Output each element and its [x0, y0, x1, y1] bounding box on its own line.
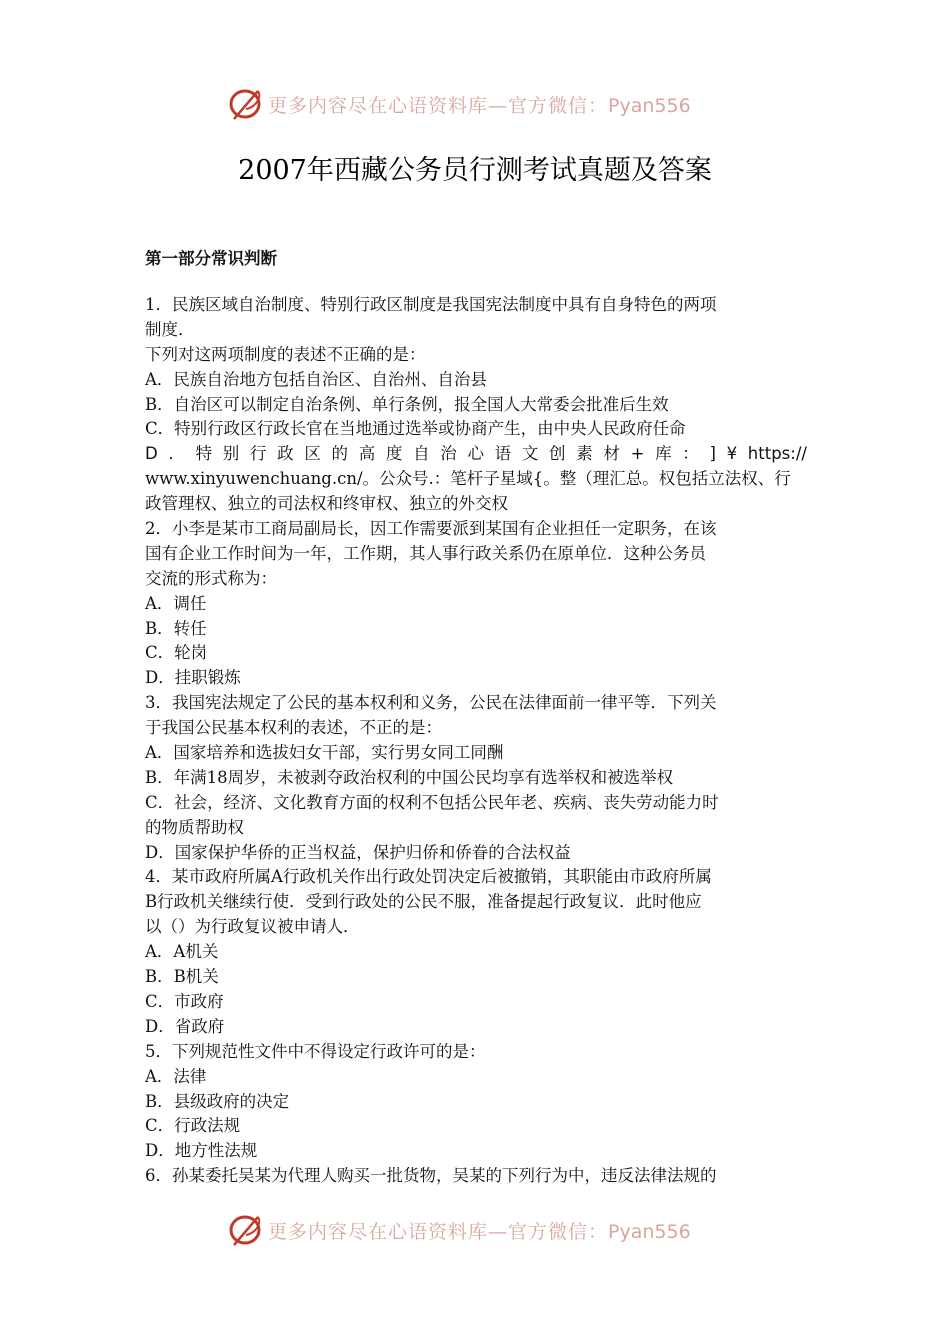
text-line: C．行政法规	[145, 1116, 241, 1136]
quill-logo-icon	[228, 1211, 264, 1249]
text-line: A．调任	[145, 593, 207, 613]
text-line: D．国家保护华侨的正当权益，保护归侨和侨眷的合法权益	[145, 842, 571, 862]
text-line: B行政机关继续行使．受到行政处的公民不服，准备提起行政复议．此时他应	[145, 892, 702, 912]
text-line: D．地方性法规	[145, 1141, 258, 1161]
text-line: B．年满18周岁，未被剥夺政治权利的中国公民均享有选举权和被选举权	[145, 767, 674, 787]
text-line: A．国家培养和选拔妇女干部，实行男女同工同酬	[145, 743, 504, 763]
text-line: A．民族自治地方包括自治区、自治州、自治县	[145, 369, 487, 389]
text-line: A．A机关	[145, 942, 219, 962]
text-line: 4．某市政府所属A行政机关作出行政处罚决定后被撤销，其职能由市政府所属	[145, 867, 712, 887]
text-line: 5．下列规范性文件中不得设定行政许可的是：	[145, 1041, 486, 1061]
text-line: 国有企业工作时间为一年，工作期，其人事行政关系仍在原单位．这种公务员	[145, 543, 706, 563]
text-line: 于我国公民基本权利的表述，不正的是：	[145, 718, 442, 738]
text-line: 以（）为行政复议被申请人．	[145, 917, 360, 937]
banner-text: 更多内容尽在心语资料库—官方微信：Pyan556	[268, 1220, 691, 1243]
footer-watermark-banner	[228, 1210, 728, 1250]
text-line: www.xinyuwenchuang.cn/。公众号.：笔杆子星域{。整（理汇总。权包括立法权、行	[145, 469, 791, 489]
text-line: C．特别行政区行政长官在当地通过选举或协商产生，由中央人民政府任命	[145, 419, 686, 439]
text-line: B．B机关	[145, 967, 219, 987]
text-line: B．自治区可以制定自治条例、单行条例，报全国人大常委会批准后生效	[145, 394, 669, 414]
text-line: 制度．	[145, 319, 195, 339]
quill-logo-icon	[228, 85, 264, 123]
text-line: 下列对这两项制度的表述不正确的是：	[145, 344, 426, 364]
justified-line: D ． 特 别 行 政 区 的 高 度 自 治 心 语 文 创 素 材 + 库 ： ] ¥ https://	[145, 444, 807, 464]
section-heading: 第一部分常识判断	[145, 249, 277, 268]
text-line: C．社会，经济、文化教育方面的权利不包括公民年老、疾病、丧失劳动能力时	[145, 792, 719, 812]
text-line: 的物质帮助权	[145, 817, 244, 837]
text-line: 2．小李是某市工商局副局长，因工作需要派到某国有企业担任一定职务，在该	[145, 519, 717, 539]
text-line: 交流的形式称为：	[145, 568, 277, 588]
text-line: A．法律	[145, 1066, 207, 1086]
text-line: D．挂职锻炼	[145, 668, 241, 688]
text-line: 1．民族区域自治制度、特别行政区制度是我国宪法制度中具有自身特色的两项	[145, 295, 717, 314]
question-body	[145, 293, 807, 1189]
banner-text: 更多内容尽在心语资料库—官方微信：Pyan556	[268, 94, 691, 117]
text-line: B．县级政府的决定	[145, 1091, 290, 1111]
text-line: 政管理权、独立的司法权和终审权、独立的外交权	[145, 494, 508, 514]
text-line: C．轮岗	[145, 643, 208, 663]
header-watermark-banner	[228, 84, 728, 124]
document-title: 2007年西藏公务员行测考试真题及答案	[238, 155, 712, 186]
text-line: C．市政府	[145, 991, 224, 1011]
text-line: 3．我国宪法规定了公民的基本权利和义务，公民在法律面前一律平等．下列关	[145, 693, 717, 713]
text-line: D．省政府	[145, 1016, 225, 1036]
text-line: B．转任	[145, 618, 207, 638]
text-line: 6．孙某委托吴某为代理人购买一批货物，吴某的下列行为中，违反法律法规的	[145, 1166, 717, 1186]
